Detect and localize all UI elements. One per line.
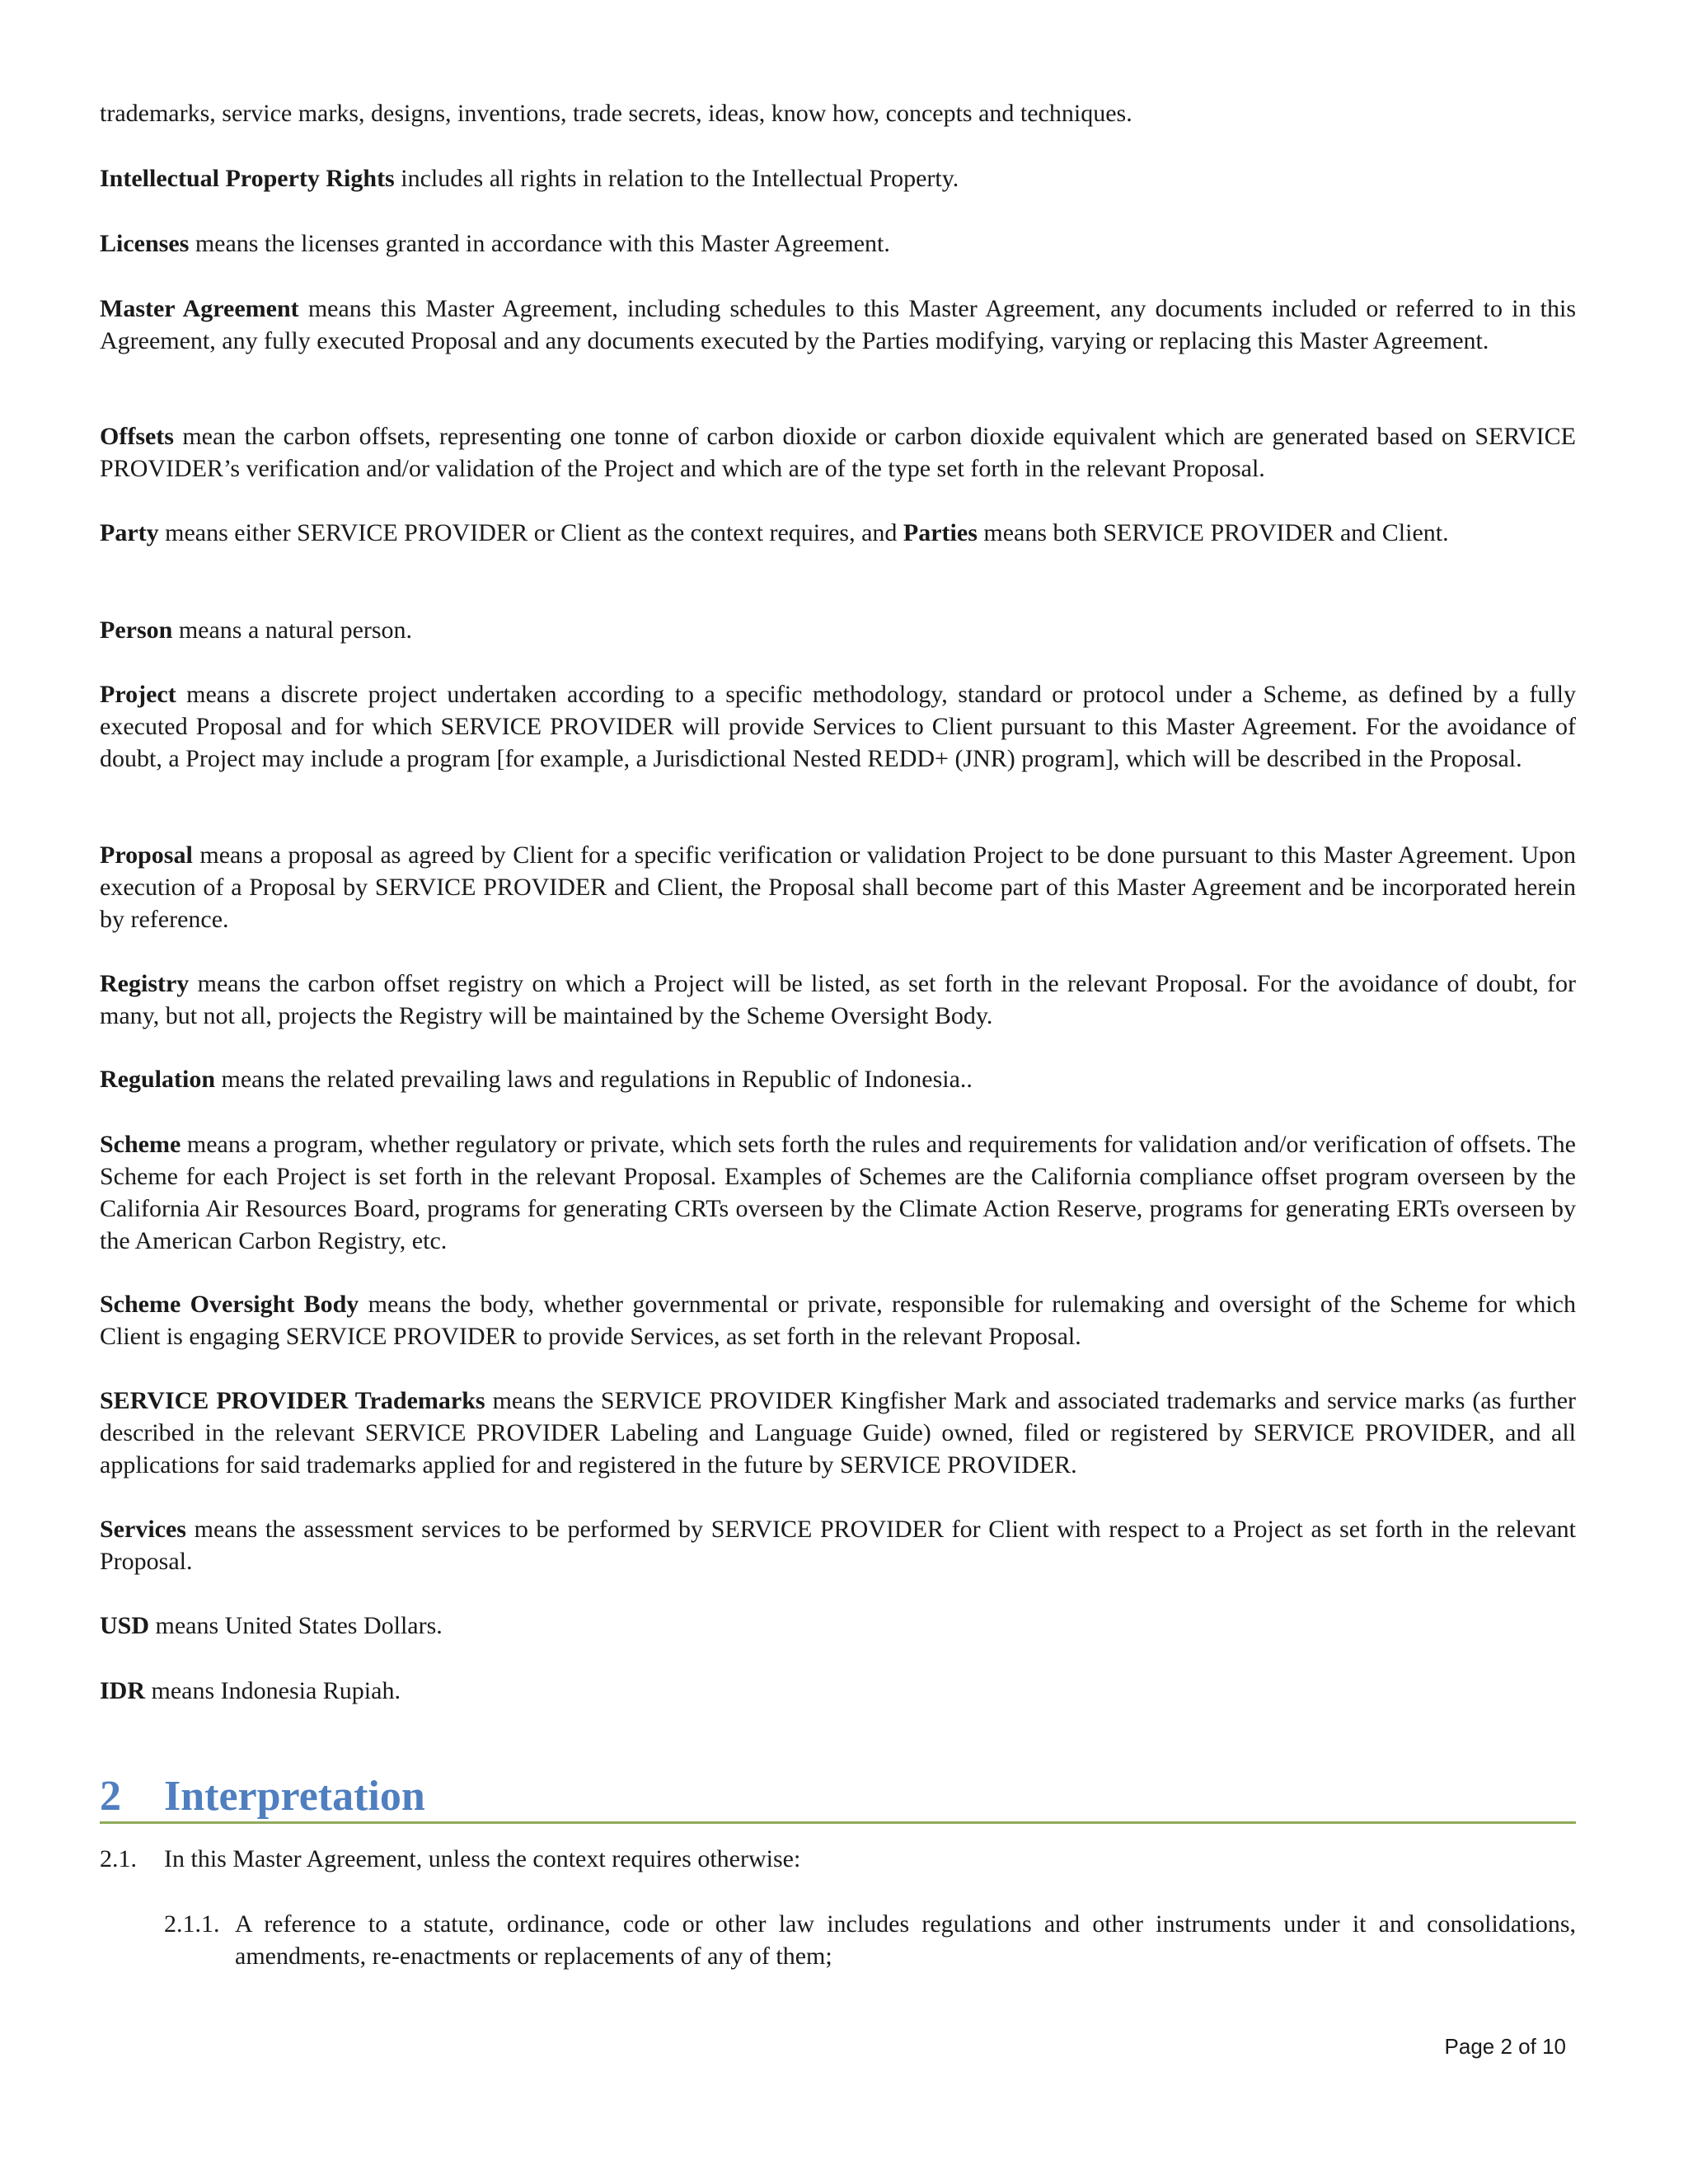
definition-text: means a discrete project undertaken according to a specific methodology, standard or protocol under a Scheme, as defined by a fully executed Proposal and for which SERVICE PROVIDER will provide Services to Client pursuant to this Master Agreement. For the avoidance of doubt, a Project may include a program [for example, a Jurisdictional Nested REDD+ (JNR) program], which will be described in the Proposal. bbox=[100, 681, 1576, 772]
clause-2-1 bbox=[100, 1843, 1576, 1875]
term: Party bbox=[100, 519, 159, 546]
definition-text: means this Master Agreement, including schedules to this Master Agreement, any documents included or referred to in this Agreement, any fully executed Proposal and any documents executed by the Parties modifying, varying or replacing this Master Agreement. bbox=[100, 295, 1576, 354]
definition-project bbox=[100, 678, 1576, 775]
definition-scheme-oversight-body bbox=[100, 1288, 1576, 1352]
definition-text: means the carbon offset registry on which a Project will be listed, as set forth in the relevant Proposal. For the avoidance of doubt, for many, but not all, projects the Registry will be maintained by the Scheme Oversight Body. bbox=[100, 970, 1576, 1029]
definition-text: means a natural person. bbox=[172, 616, 413, 644]
term: USD bbox=[100, 1612, 150, 1639]
definition-text: mean the carbon offsets, representing one tonne of carbon dioxide or carbon dioxide equivalent which are generated based on SERVICE PROVIDER’s verification and/or validation of the Project and which are of the type set forth in the relevant Proposal. bbox=[100, 423, 1576, 482]
definition-text: means either SERVICE PROVIDER or Client as the context requires, and bbox=[158, 519, 903, 546]
clause-text: A reference to a statute, ordinance, code or other law includes regulations and other instruments under it and consolidations, amendments, re-enactments or replacements of any of them; bbox=[235, 1910, 1576, 1970]
term: Intellectual Property Rights bbox=[100, 165, 395, 192]
definition-text: means the licenses granted in accordance with this Master Agreement. bbox=[189, 230, 890, 257]
term: Parties bbox=[903, 519, 978, 546]
definition-master-agreement bbox=[100, 293, 1576, 357]
definition-text: means a proposal as agreed by Client for a specific verification or validation Project to be done pursuant to this Master Agreement. Upon execution of a Proposal by SERVICE PROVIDER and Client, the Proposal shall become part of this Master Agreement and be incorporated herein by reference. bbox=[100, 841, 1576, 933]
definition-offsets bbox=[100, 420, 1576, 485]
definition-registry bbox=[100, 968, 1576, 1032]
clause-2-1-1 bbox=[164, 1908, 1576, 1972]
section-heading bbox=[100, 1772, 1576, 1824]
definition-text: means the body, whether governmental or private, responsible for rulemaking and oversight of the Scheme for which Client is engaging SERVICE PROVIDER to provide Services, as set forth in the relevant Proposal. bbox=[100, 1291, 1576, 1350]
clause-number: 2.1.1. bbox=[164, 1910, 220, 1938]
definition-text: means Indonesia Rupiah. bbox=[145, 1677, 401, 1704]
intro-paragraph: trademarks, service marks, designs, inventions, trade secrets, ideas, know how, concepts and techniques. bbox=[100, 100, 1132, 127]
definition-proposal bbox=[100, 839, 1576, 935]
term: SERVICE PROVIDER Trademarks bbox=[100, 1387, 485, 1414]
definition-text: means the SERVICE PROVIDER Kingfisher Mark and associated trademarks and service marks (as further described in the relevant SERVICE PROVIDER Labeling and Language Guide) owned, filed or registered by SERVICE PROVIDER, and all applications for said trademarks applied for and registered in the future by SERVICE PROVIDER. bbox=[100, 1387, 1577, 1479]
term: Offsets bbox=[100, 423, 174, 450]
clause-number: 2.1. bbox=[100, 1845, 137, 1872]
definition-text: means both SERVICE PROVIDER and Client. bbox=[977, 519, 1449, 546]
definition-text: means the related prevailing laws and regulations in Republic of Indonesia.. bbox=[215, 1066, 973, 1093]
definition-idr bbox=[100, 1675, 1576, 1707]
term: Person bbox=[100, 616, 173, 644]
definition-party bbox=[100, 517, 1576, 549]
definition-regulation bbox=[100, 1063, 1576, 1095]
term: Project bbox=[100, 681, 176, 708]
term: Services bbox=[100, 1516, 186, 1543]
term: Registry bbox=[100, 970, 190, 997]
definition-scheme bbox=[100, 1128, 1576, 1257]
definition-text: means the assessment services to be performed by SERVICE PROVIDER for Client with respect to a Project as set forth in the relevant Proposal. bbox=[100, 1516, 1576, 1575]
section-title: Interpretation bbox=[164, 1773, 425, 1820]
page-number: Page 2 of 10 bbox=[1444, 2034, 1566, 2059]
definition-service-provider-trademarks bbox=[100, 1385, 1576, 1481]
definition-person bbox=[100, 614, 1576, 646]
definition-intellectual-property-rights bbox=[100, 162, 1576, 194]
definition-usd bbox=[100, 1610, 1576, 1642]
definition-text: means United States Dollars. bbox=[149, 1612, 443, 1639]
definition-services bbox=[100, 1513, 1576, 1577]
section-number: 2 bbox=[100, 1773, 121, 1820]
term: Scheme Oversight Body bbox=[100, 1291, 359, 1318]
term: Proposal bbox=[100, 841, 193, 869]
definition-licenses bbox=[100, 227, 1576, 260]
term: Master Agreement bbox=[100, 295, 299, 322]
clause-text: In this Master Agreement, unless the context requires otherwise: bbox=[164, 1845, 801, 1872]
definition-text: includes all rights in relation to the Intellectual Property. bbox=[394, 165, 959, 192]
term: Regulation bbox=[100, 1066, 216, 1093]
term: Licenses bbox=[100, 230, 190, 257]
definition-text: means a program, whether regulatory or private, which sets forth the rules and requirements for validation and/or verification of offsets. The Scheme for each Project is set forth in the relevant Proposal. Examples of Schemes are the California compliance offset program overseen by the California Air Resources Board, programs for generating CRTs overseen by the Climate Action Reserve, programs for generating ERTs overseen by the American Carbon Registry, etc. bbox=[100, 1131, 1576, 1254]
term: IDR bbox=[100, 1677, 146, 1704]
term: Scheme bbox=[100, 1131, 181, 1158]
